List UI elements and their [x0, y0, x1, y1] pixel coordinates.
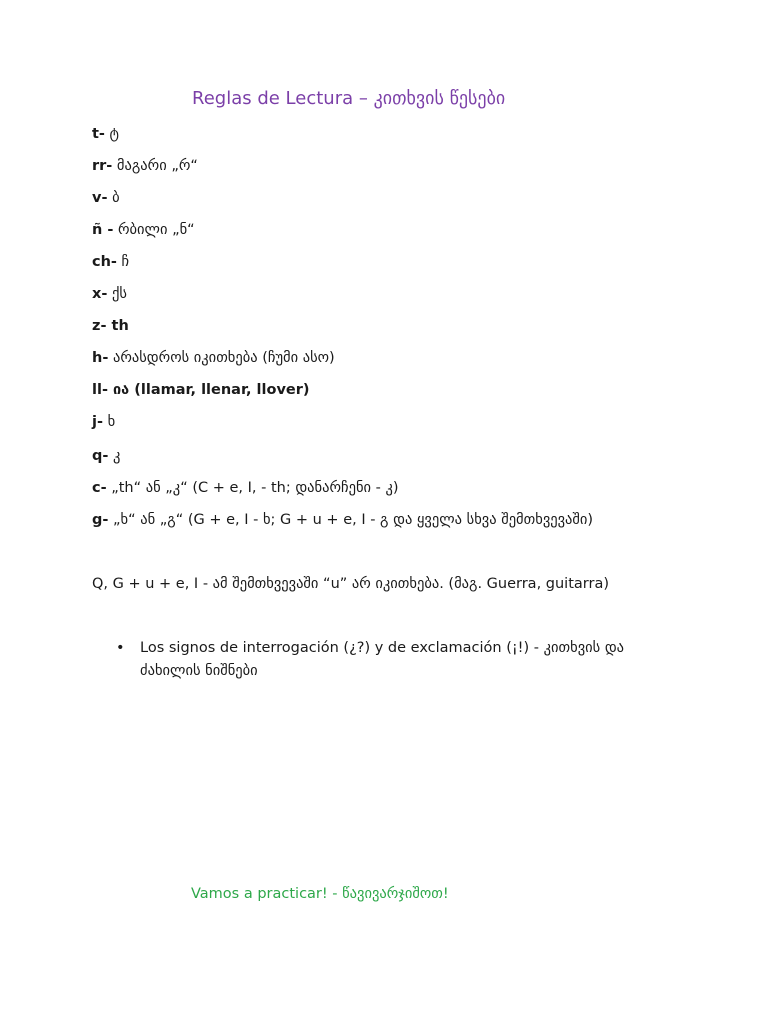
rule-h: [92, 348, 335, 368]
rule-value: ქს: [107, 286, 127, 302]
rule-value: th: [106, 318, 129, 334]
rule-ll: [92, 380, 310, 400]
rule-key: ñ -: [92, 222, 114, 238]
rule-value: არასდროს იკითხება (ჩუმი ასო): [108, 350, 335, 366]
rule-qg-silent-u: Q, G + u + e, I - ამ შემთხვევაში “u” არ იკითხება. (მაგ. Guerra, guitarra): [92, 576, 609, 592]
rule-value: კ: [108, 448, 121, 464]
rule-rr: [92, 156, 198, 176]
rule-enie: [92, 220, 195, 240]
rule-value: „th“ ან „კ“ (C + e, I, - th; დანარჩენი - კ): [106, 480, 399, 496]
rule-key: h-: [92, 350, 109, 366]
rule-ch: [92, 252, 129, 272]
rule-key: x-: [92, 286, 108, 302]
rule-j: [92, 412, 115, 432]
bullet-text: Los signos de interrogación (¿?) y de exclamación (¡!) - კითხვის და ძახილის ნიშნები: [140, 640, 625, 679]
rule-value: ბ: [107, 190, 120, 206]
rule-t: [92, 124, 119, 144]
rule-value: ია (llamar, llenar, llover): [107, 382, 310, 398]
rule-key: g-: [92, 512, 109, 528]
rule-key: z-: [92, 318, 107, 334]
rule-key: ch-: [92, 254, 117, 270]
rule-g: [92, 510, 593, 530]
rule-key: ll-: [92, 382, 108, 398]
rule-value: მაგარი „რ“: [112, 158, 198, 174]
rule-value: რბილი „ნ“: [113, 222, 195, 238]
rule-key: q-: [92, 448, 109, 464]
rule-value: „ხ“ ან „გ“ (G + e, I - ხ; G + u + e, I - გ და ყველა სხვა შემთხვევაში): [108, 512, 594, 528]
rule-x: [92, 284, 127, 304]
rule-c: [92, 478, 399, 498]
rule-z: [92, 316, 129, 336]
bullet-list-item: [116, 637, 676, 683]
rule-v: [92, 188, 120, 208]
rule-value: ტ: [104, 126, 120, 142]
rule-key: c-: [92, 480, 107, 496]
footer-practice-text: Vamos a practicar! - წავივარჯიშოთ!: [191, 886, 449, 902]
page-title: Reglas de Lectura – კითხვის წესები: [192, 88, 506, 109]
bullet-icon: •: [116, 640, 125, 656]
rule-value: ხ: [103, 414, 116, 430]
rule-q: [92, 446, 120, 466]
rule-key: v-: [92, 190, 108, 206]
rule-key: j-: [92, 414, 103, 430]
rule-key: rr-: [92, 158, 113, 174]
rule-value: ჩ: [116, 254, 130, 270]
rule-key: t-: [92, 126, 105, 142]
